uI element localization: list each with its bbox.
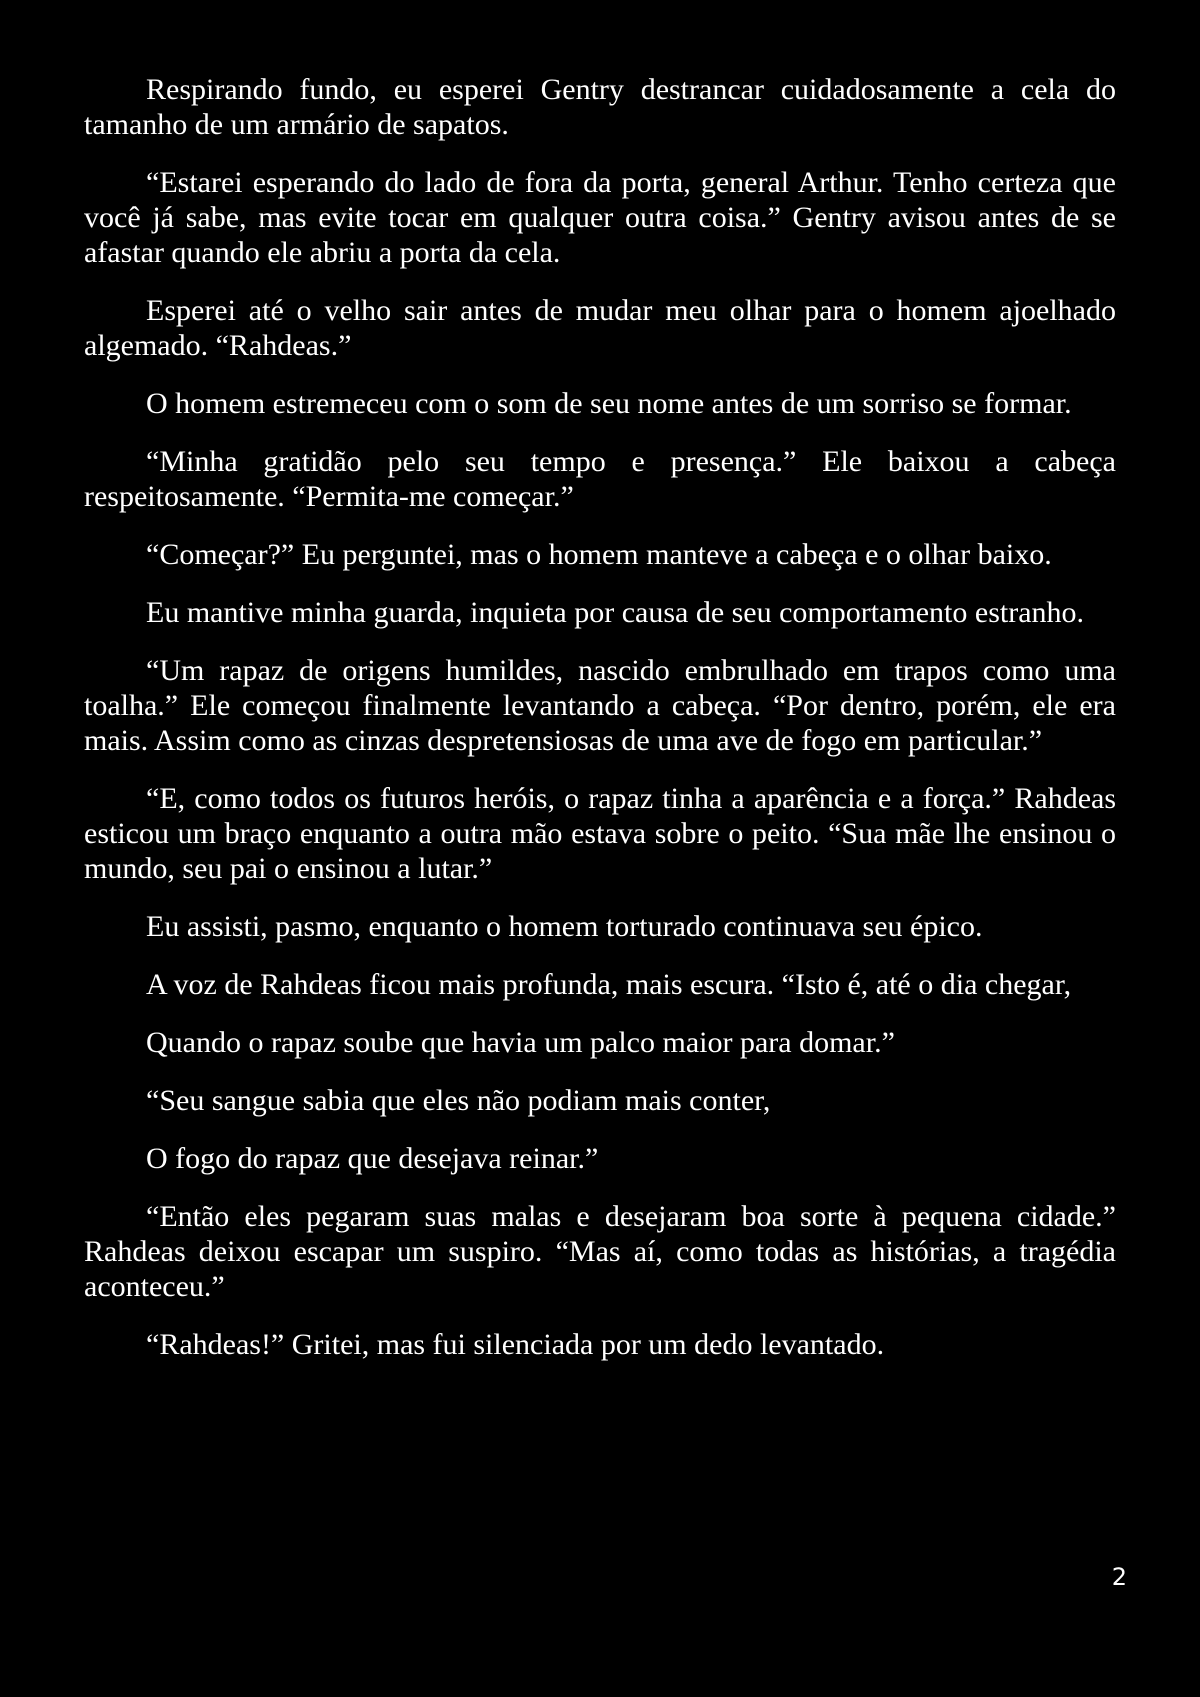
paragraph: “Começar?” Eu perguntei, mas o homem manteve a cabeça e o olhar baixo. xyxy=(146,538,1052,571)
paragraph: “Minha gratidão pelo seu tempo e presença.” Ele baixou a cabeça respeitosamente. “Permita-me começar.” xyxy=(84,445,1116,513)
paragraph: “Seu sangue sabia que eles não podiam mais conter, xyxy=(146,1084,771,1117)
paragraph: “Então eles pegaram suas malas e desejaram boa sorte à pequena cidade.” Rahdeas deixou escapar um suspiro. “Mas aí, como todas as histórias, a tragédia aconteceu.” xyxy=(84,1200,1116,1303)
document-body xyxy=(84,72,1116,1385)
paragraph: Eu mantive minha guarda, inquieta por causa de seu comportamento estranho. xyxy=(146,596,1085,629)
paragraph: O homem estremeceu com o som de seu nome antes de um sorriso se formar. xyxy=(146,387,1072,420)
paragraph: “E, como todos os futuros heróis, o rapaz tinha a aparência e a força.” Rahdeas esticou um braço enquanto a outra mão estava sobre o peito. “Sua mãe lhe ensinou o mundo, seu pai o ensinou a lutar.” xyxy=(84,782,1116,885)
paragraph: “Rahdeas!” Gritei, mas fui silenciada por um dedo levantado. xyxy=(146,1328,885,1361)
paragraph: Quando o rapaz soube que havia um palco maior para domar.” xyxy=(146,1026,895,1059)
paragraph: Respirando fundo, eu esperei Gentry destrancar cuidadosamente a cela do tamanho de um armário de sapatos. xyxy=(84,73,1116,141)
paragraph: Eu assisti, pasmo, enquanto o homem torturado continuava seu épico. xyxy=(146,910,983,943)
paragraph: O fogo do rapaz que desejava reinar.” xyxy=(146,1142,599,1175)
page-number: 2 xyxy=(1111,1563,1127,1591)
paragraph: “Estarei esperando do lado de fora da porta, general Arthur. Tenho certeza que você já sabe, mas evite tocar em qualquer outra coisa.” Gentry avisou antes de se afastar quando ele abriu a porta da cela. xyxy=(84,166,1116,269)
paragraph: “Um rapaz de origens humildes, nascido embrulhado em trapos como uma toalha.” Ele começou finalmente levantando a cabeça. “Por dentro, porém, ele era mais. Assim como as cinzas despretensiosas de uma ave de fogo em particular.” xyxy=(84,654,1116,757)
paragraph: A voz de Rahdeas ficou mais profunda, mais escura. “Isto é, até o dia chegar, xyxy=(146,968,1072,1001)
paragraph: Esperei até o velho sair antes de mudar meu olhar para o homem ajoelhado algemado. “Rahdeas.” xyxy=(84,294,1116,362)
